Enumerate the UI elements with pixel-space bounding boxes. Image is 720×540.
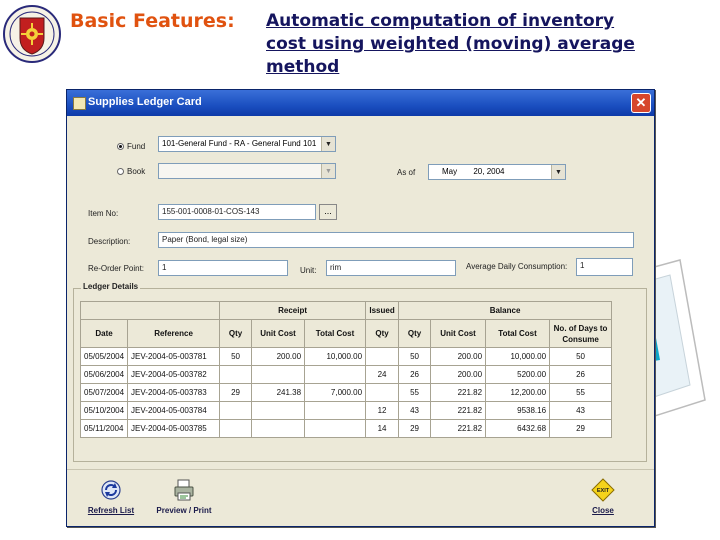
subtitle-line-1: Automatic computation of inventory: [266, 11, 615, 31]
header-balance: Balance: [399, 302, 612, 320]
header-blank: [81, 302, 220, 320]
column-header-row: [81, 320, 612, 348]
ledger-details-title: Ledger Details: [83, 282, 139, 291]
table-row[interactable]: [81, 348, 612, 366]
cell-balance-qty: 26: [399, 366, 431, 384]
window-app-icon: [73, 97, 86, 110]
cell-receipt-total-cost: [305, 402, 366, 420]
col-header[interactable]: Total Cost: [305, 320, 366, 348]
col-header[interactable]: Reference: [128, 320, 220, 348]
exit-icon: [591, 478, 615, 502]
supplies-ledger-window: [66, 89, 655, 527]
printer-icon: [172, 478, 196, 502]
cell-date: 05/06/2004: [81, 366, 128, 384]
cell-balance-total-cost: 12,200.00: [486, 384, 550, 402]
cell-date: 05/11/2004: [81, 420, 128, 438]
cell-issued-qty: [366, 348, 399, 366]
adc-field[interactable]: 1: [576, 258, 633, 276]
cell-balance-total-cost: 6432.68: [486, 420, 550, 438]
cell-days-to-consume: 43: [550, 402, 612, 420]
cell-balance-unit-cost: 221.82: [431, 402, 486, 420]
cell-balance-qty: 29: [399, 420, 431, 438]
exit-icon-text: EXIT: [596, 488, 610, 494]
col-header[interactable]: Qty: [366, 320, 399, 348]
cell-reference: JEV-2004-05-003783: [128, 384, 220, 402]
cell-reference: JEV-2004-05-003781: [128, 348, 220, 366]
cell-balance-unit-cost: 200.00: [431, 366, 486, 384]
col-header[interactable]: No. of Days to Consume: [550, 320, 612, 348]
cell-receipt-qty: 29: [220, 384, 252, 402]
cell-issued-qty: 24: [366, 366, 399, 384]
cell-receipt-qty: [220, 366, 252, 384]
chevron-down-icon[interactable]: ▼: [321, 137, 335, 151]
unit-label: Unit:: [300, 266, 317, 275]
cell-reference: JEV-2004-05-003784: [128, 402, 220, 420]
cell-reference: JEV-2004-05-003785: [128, 420, 220, 438]
as-of-date-picker[interactable]: [428, 164, 566, 180]
cell-balance-qty: 43: [399, 402, 431, 420]
fund-label: Fund: [127, 142, 146, 151]
cell-days-to-consume: 50: [550, 348, 612, 366]
cell-date: 05/10/2004: [81, 402, 128, 420]
cell-balance-total-cost: 10,000.00: [486, 348, 550, 366]
col-header[interactable]: Unit Cost: [431, 320, 486, 348]
slide-subtitle: [266, 10, 635, 79]
description-label: Description:: [88, 237, 131, 246]
cell-issued-qty: 14: [366, 420, 399, 438]
seal-logo: [2, 4, 62, 64]
item-no-field[interactable]: 155-001-0008-01-COS-143: [158, 204, 316, 220]
subtitle-line-3: method: [266, 57, 340, 77]
cell-receipt-total-cost: 7,000.00: [305, 384, 366, 402]
table-row[interactable]: [81, 402, 612, 420]
col-header[interactable]: Unit Cost: [252, 320, 305, 348]
group-header-row: [81, 302, 612, 320]
table-row[interactable]: [81, 366, 612, 384]
cell-issued-qty: 12: [366, 402, 399, 420]
cell-reference: JEV-2004-05-003782: [128, 366, 220, 384]
cell-receipt-unit-cost: 241.38: [252, 384, 305, 402]
table-row[interactable]: [81, 420, 612, 438]
ledger-table: [80, 301, 612, 438]
cell-balance-qty: 50: [399, 348, 431, 366]
adc-label: Average Daily Consumption:: [466, 262, 568, 271]
cell-balance-qty: 55: [399, 384, 431, 402]
cell-receipt-qty: 50: [220, 348, 252, 366]
unit-field[interactable]: rim: [326, 260, 456, 276]
chevron-down-icon[interactable]: ▼: [551, 165, 565, 179]
col-header[interactable]: Date: [81, 320, 128, 348]
cell-receipt-unit-cost: 200.00: [252, 348, 305, 366]
cell-receipt-total-cost: [305, 420, 366, 438]
col-header[interactable]: Total Cost: [486, 320, 550, 348]
book-select[interactable]: [158, 163, 336, 179]
window-title: Supplies Ledger Card: [88, 96, 202, 108]
chevron-down-icon[interactable]: ▼: [321, 164, 335, 178]
description-field[interactable]: Paper (Bond, legal size): [158, 232, 634, 248]
cell-balance-unit-cost: 221.82: [431, 384, 486, 402]
cell-balance-unit-cost: 200.00: [431, 348, 486, 366]
cell-days-to-consume: 29: [550, 420, 612, 438]
close-button[interactable]: [581, 478, 625, 515]
close-label: Close: [592, 506, 614, 515]
preview-print-label: Preview / Print: [156, 506, 212, 515]
refresh-list-button[interactable]: [83, 478, 139, 515]
reorder-point-field[interactable]: 1: [158, 260, 288, 276]
cell-date: 05/07/2004: [81, 384, 128, 402]
window-titlebar: [67, 90, 654, 116]
cell-days-to-consume: 55: [550, 384, 612, 402]
preview-print-button[interactable]: [149, 478, 219, 515]
header-receipt: Receipt: [220, 302, 366, 320]
refresh-list-label: Refresh List: [87, 506, 135, 515]
cell-receipt-total-cost: [305, 366, 366, 384]
window-footer: [67, 469, 654, 526]
fund-radio[interactable]: [117, 143, 124, 150]
book-radio[interactable]: [117, 168, 124, 175]
cell-balance-unit-cost: 221.82: [431, 420, 486, 438]
cell-receipt-total-cost: 10,000.00: [305, 348, 366, 366]
header-issued: Issued: [366, 302, 399, 320]
table-row[interactable]: [81, 384, 612, 402]
item-browse-button[interactable]: ...: [319, 204, 337, 220]
col-header[interactable]: Qty: [399, 320, 431, 348]
cell-issued-qty: [366, 384, 399, 402]
cell-days-to-consume: 26: [550, 366, 612, 384]
subtitle-line-2: cost using weighted (moving) average: [266, 34, 635, 54]
book-label: Book: [127, 167, 146, 176]
item-no-label: Item No:: [88, 209, 119, 218]
cell-date: 05/05/2004: [81, 348, 128, 366]
cell-receipt-unit-cost: [252, 402, 305, 420]
cell-balance-total-cost: 9538.16: [486, 402, 550, 420]
cell-balance-total-cost: 5200.00: [486, 366, 550, 384]
refresh-icon: [99, 478, 123, 502]
fund-select[interactable]: [158, 136, 336, 152]
fund-select-value: 101-General Fund - RA - General Fund 101: [162, 139, 317, 148]
reorder-point-label: Re-Order Point:: [88, 264, 145, 273]
cell-receipt-unit-cost: [252, 420, 305, 438]
cell-receipt-qty: [220, 420, 252, 438]
as-of-month: May: [442, 167, 458, 176]
as-of-day-year: 20, 2004: [473, 167, 505, 176]
as-of-label: As of: [397, 168, 416, 177]
slide-title: Basic Features:: [70, 10, 235, 32]
col-header[interactable]: Qty: [220, 320, 252, 348]
window-close-button[interactable]: ✕: [631, 93, 651, 113]
cell-receipt-qty: [220, 402, 252, 420]
cell-receipt-unit-cost: [252, 366, 305, 384]
